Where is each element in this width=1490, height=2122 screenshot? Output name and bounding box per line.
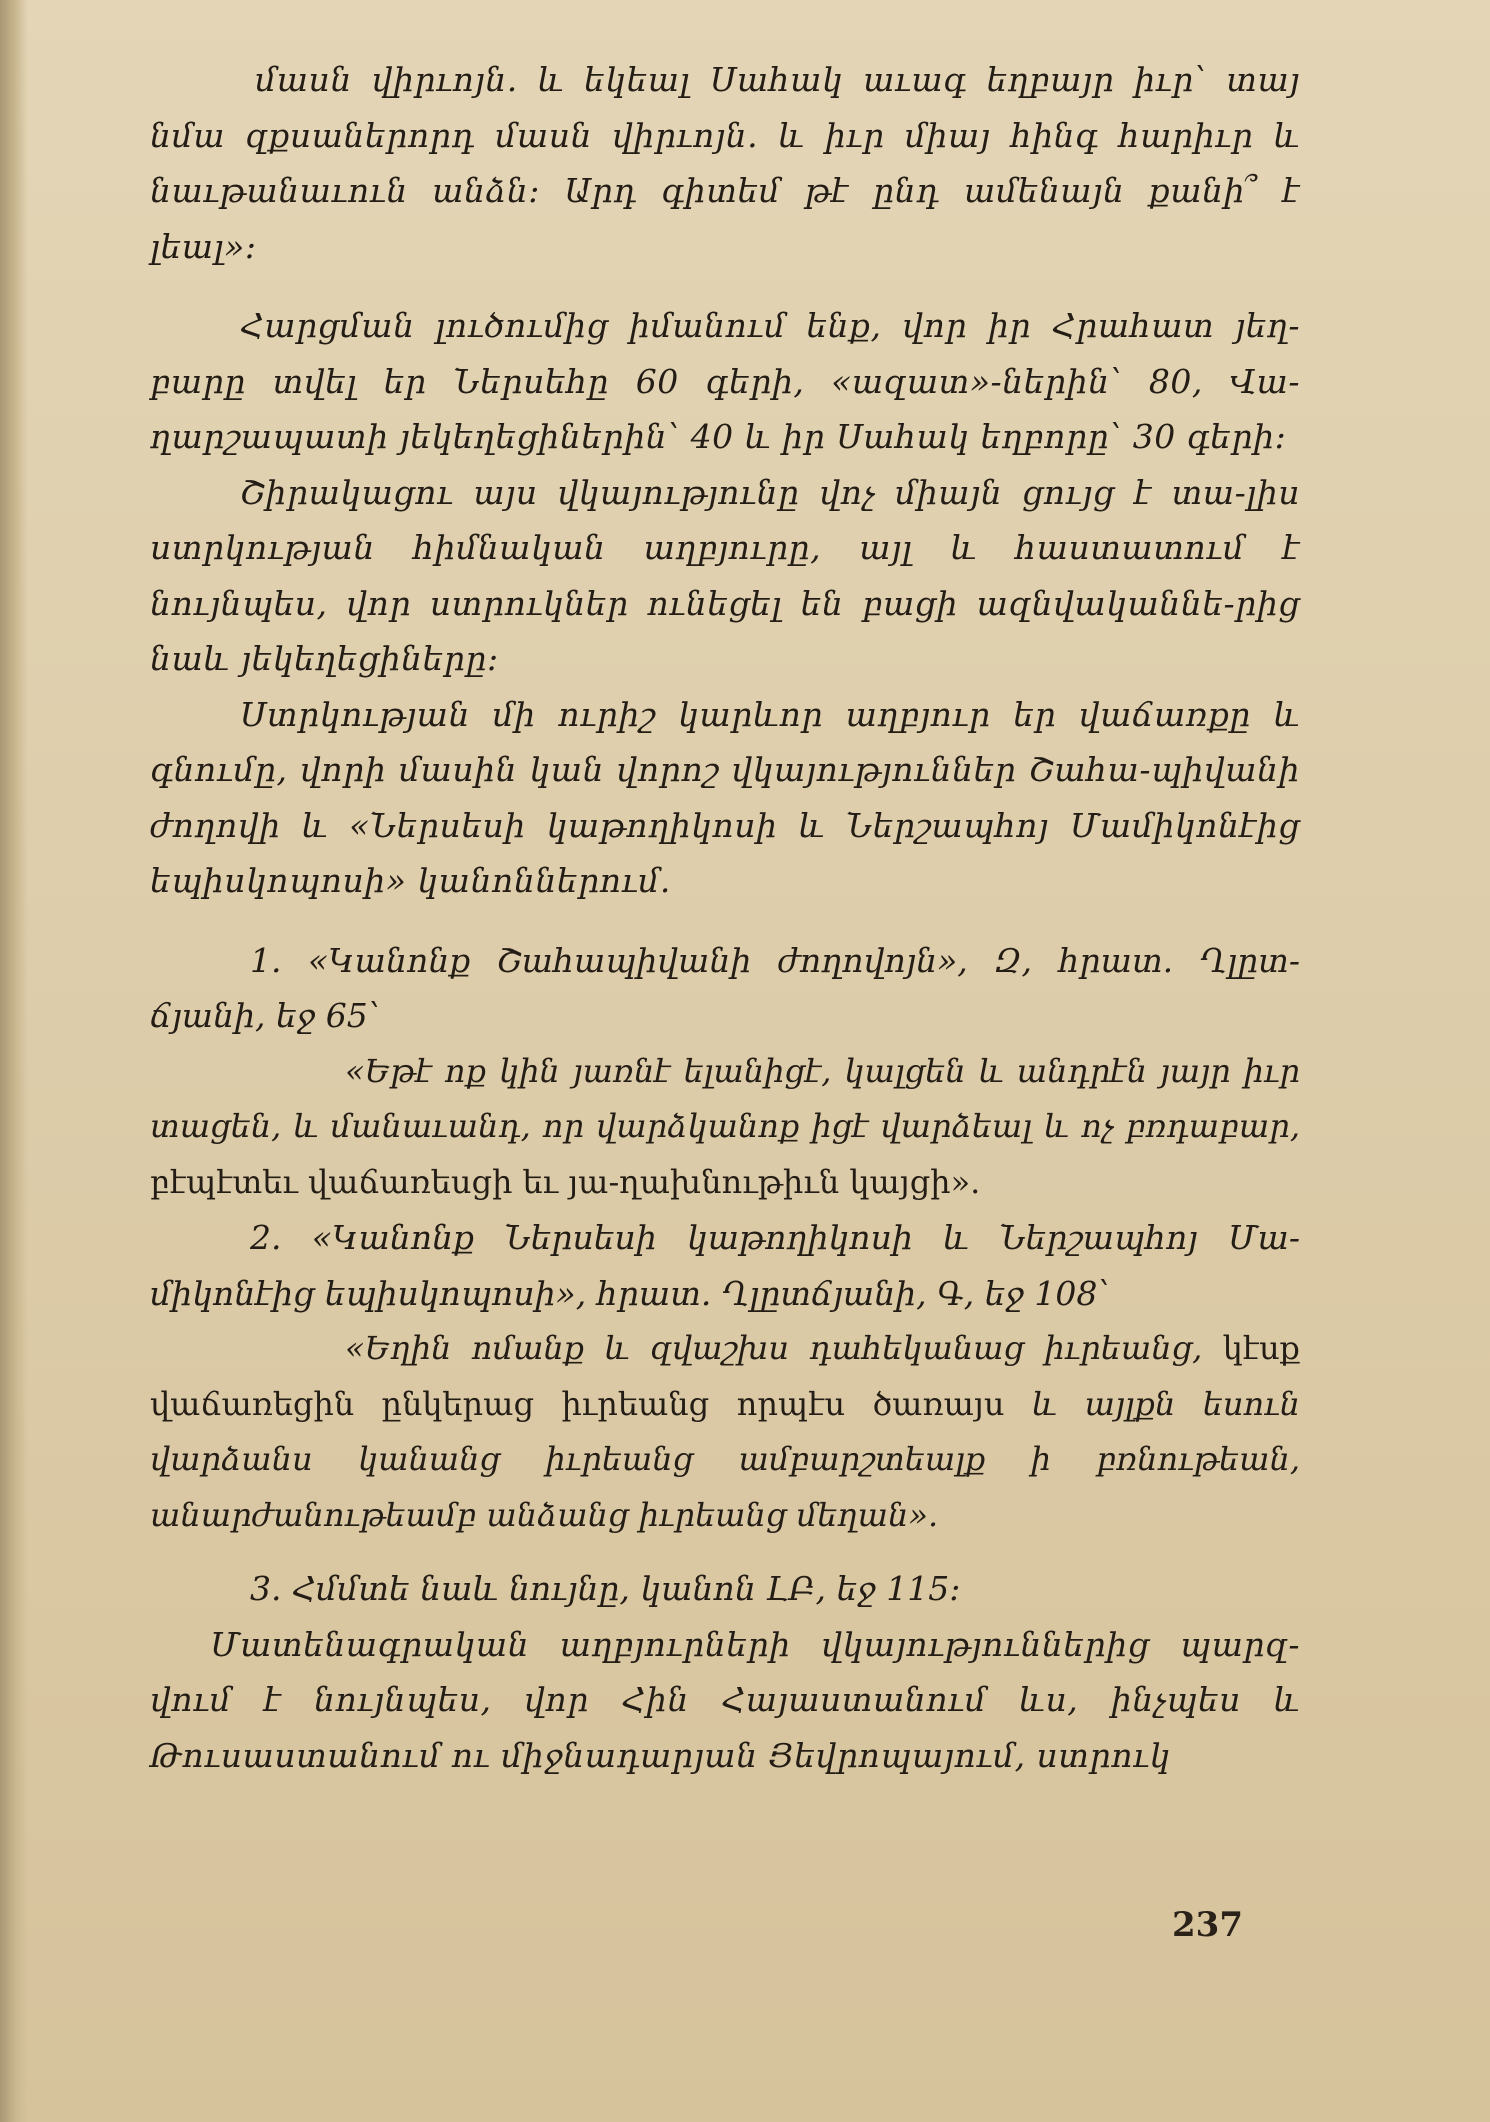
binding-edge [0, 0, 28, 2122]
citation-1-quote-italic: «Եթէ ոք կին յառնէ ելանիցէ, կալցեն և անդրէն յայր իւր տացեն, և մանաւանդ, որ վարձկանոք իցէ վարձեալ և ոչ բռդաբար, [150, 1051, 1300, 1145]
citation-2-quote-italic-a: «Եղին ոմանք և զվաշխս դահեկանաց իւրեանց, [345, 1329, 1203, 1367]
paragraph-3: Շիրակացու այս վկայությունը վոչ միայն ցույց է տա-լիս ստրկության հիմնական աղբյուրը, այլ և հաստատում է նույնպես, վոր ստրուկներ ունեցել են բացի ազնվականնե-րից նաև յեկեղեցիները։ [150, 472, 1300, 678]
citation-2-quote-roman: կէսք վաճառեցին ընկերաց իւրեանց որպէս ծառայս [150, 1329, 1301, 1423]
spacer [150, 1543, 1300, 1561]
spacer [150, 274, 1300, 298]
citation-2-heading: 2. «Կանոնք Ներսեսի կաթողիկոսի և Ներշապհոյ Մա-միկոնէից եպիսկոպոսի», հրատ. Ղլըտճյանի, Գ, եջ 108՝ [150, 1218, 1300, 1313]
page-number: 237 [1172, 1905, 1243, 1945]
citation-2-quote [150, 1321, 1300, 1543]
citation-1-quote-roman: բէպէտեւ վաճառեսցի եւ յա-ղախնութիւն կայցի». [150, 1162, 981, 1201]
paragraph-2: Հարցման լուծումից իմանում ենք, վոր իր Հրահատ յեղ-բարը տվել եր Ներսեհը 60 գերի, «ազատ»-ներին՝ 80, Վա-ղարշապատի յեկեղեցիներին՝ 40 և իր Սահակ եղբորը՝ 30 գերի։ [150, 306, 1300, 456]
text-body [150, 52, 1300, 1783]
spacer [150, 909, 1300, 933]
paragraph-5: Մատենագրական աղբյուրների վկայություններից պարզ-վում է նույնպես, վոր Հին Հայաստանում ևս, ինչպես և Թուսաստանում ու միջնադարյան Յեվրոպայում, ստրուկ [150, 1624, 1300, 1775]
citation-1-quote [150, 1044, 1300, 1211]
citation-3-heading: 3. Հմմտե նաև նույնը, կանոն ԼԲ, եջ 115։ [250, 1569, 961, 1608]
citation-2-quote-italic-b: և այլքն եսուն վարձանս կանանց իւրեանց ամբարշտեալք ի բռնութեան, անարժանութեամբ անձանց իւրեանց մեղան». [150, 1384, 1301, 1534]
paragraph-4: Ստրկության մի ուրիշ կարևոր աղբյուր եր վաճառքը և գնումը, վորի մասին կան վորոշ վկայություններ Շահա-պիվանի ժողովի և «Ներսեսի կաթողիկոսի և Ներշապհոյ Մամիկոնէից եպիսկոպոսի» կանոններում. [150, 694, 1300, 900]
citation-1-heading: 1. «Կանոնք Շահապիվանի ժողովոյն», Զ, հրատ. Ղլըտ-ճյանի, եջ 65՝ [150, 940, 1300, 1035]
paragraph-1: մասն վիրւոյն. և եկեալ Սահակ աւագ եղբայր իւր՝ տայ նմա զքսաներորդ մասն վիրւոյն. և իւր միայ հինգ հարիւր և նաւթանաւուն անձն։ Արդ գիտեմ թէ ընդ ամենայն քանի՞ է լեալ»։ [150, 60, 1300, 266]
